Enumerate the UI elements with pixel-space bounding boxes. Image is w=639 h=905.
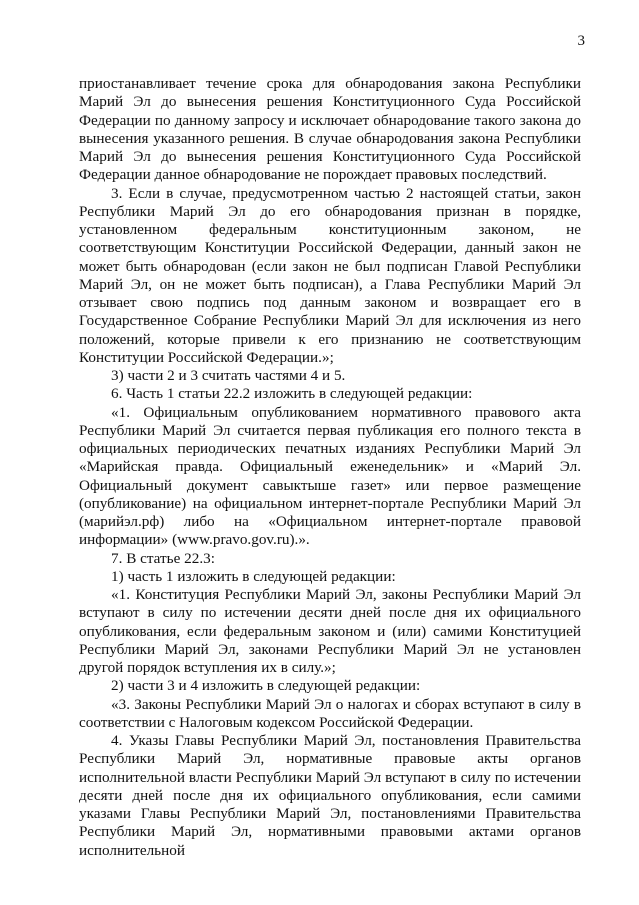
paragraph-quote-taxes: «3. Законы Республики Марий Эл о налогах и сборах вступают в силу в соответствии с Налоговым кодексом Российской Федерации.: [79, 695, 581, 731]
paragraph-item-3: 3. Если в случае, предусмотренном частью 2 настоящей статьи, закон Республики Марий Эл до его обнародования признан в порядке, установленном федеральным конституционным законом, не соответствующим Конституции Российской Федерации, данный закон не может быть обнародован (если закон не был подписан Главой Республики Марий Эл, он не может быть подписан), а Глава Республики Марий Эл отзывает свою подпись под данным законом и возвращает его в Государственное Собрание Республики Марий Эл для исключения из него положений, которые привели к его признанию не соответствующим Конституции Российской Федерации.»;: [79, 184, 581, 366]
document-body: [79, 75, 581, 860]
paragraph-item-6: 6. Часть 1 статьи 22.2 изложить в следующей редакции:: [111, 385, 473, 403]
paragraph-quote-decrees: 4. Указы Главы Республики Марий Эл, постановления Правительства Республики Марий Эл, нормативные правовые акты органов исполнительной власти Республики Марий Эл вступают в силу по истечении десяти дней после дня их официального опубликования, если самими указами Главы Республики Марий Эл, постановлениями Правительства Республики Марий Эл, нормативными правовыми актами органов исполнительной: [79, 732, 581, 859]
paragraph-quote-constitution: «1. Конституция Республики Марий Эл, законы Республики Марий Эл вступают в силу по истечении десяти дней после дня их официального опубликования, если федеральным законом и (или) самими Конституцией Республики Марий Эл, законами Республики Марий Эл не установлен другой порядок вступления их в силу.»;: [79, 586, 581, 676]
paragraph-subitem-2: 2) части 3 и 4 изложить в следующей редакции:: [111, 677, 421, 695]
paragraph-subitem-1: 1) часть 1 изложить в следующей редакции:: [111, 567, 396, 585]
page-number: 3: [577, 33, 585, 49]
paragraph-subitem-3: 3) части 2 и 3 считать частями 4 и 5.: [111, 367, 346, 384]
paragraph-continuation: приостанавливает течение срока для обнародования закона Республики Марий Эл до вынесения решения Конституционного Суда Российской Федерации по данному запросу и исключает обнародование такого закона до вынесения указанного решения. В случае обнародования закона Республики Марий Эл до вынесения решения Конституционного Суда Российской Федерации данное обнародование не порождает правовых последствий.: [79, 75, 581, 184]
paragraph-item-7: 7. В статье 22.3:: [111, 549, 215, 567]
paragraph-quote-part-1: «1. Официальным опубликованием нормативного правового акта Республики Марий Эл считается первая публикация его полного текста в официальных периодических печатных изданиях Республики Марий Эл «Марийская правда. Официальный еженедельник» и «Марий Эл. Официальный документ савыктыше газет» или первое размещение (опубликование) на официальном интернет-портале Республики Марий Эл (марийэл.рф) либо на «Официальном интернет-портале правовой информации» (www.pravo.gov.ru).».: [79, 403, 581, 549]
